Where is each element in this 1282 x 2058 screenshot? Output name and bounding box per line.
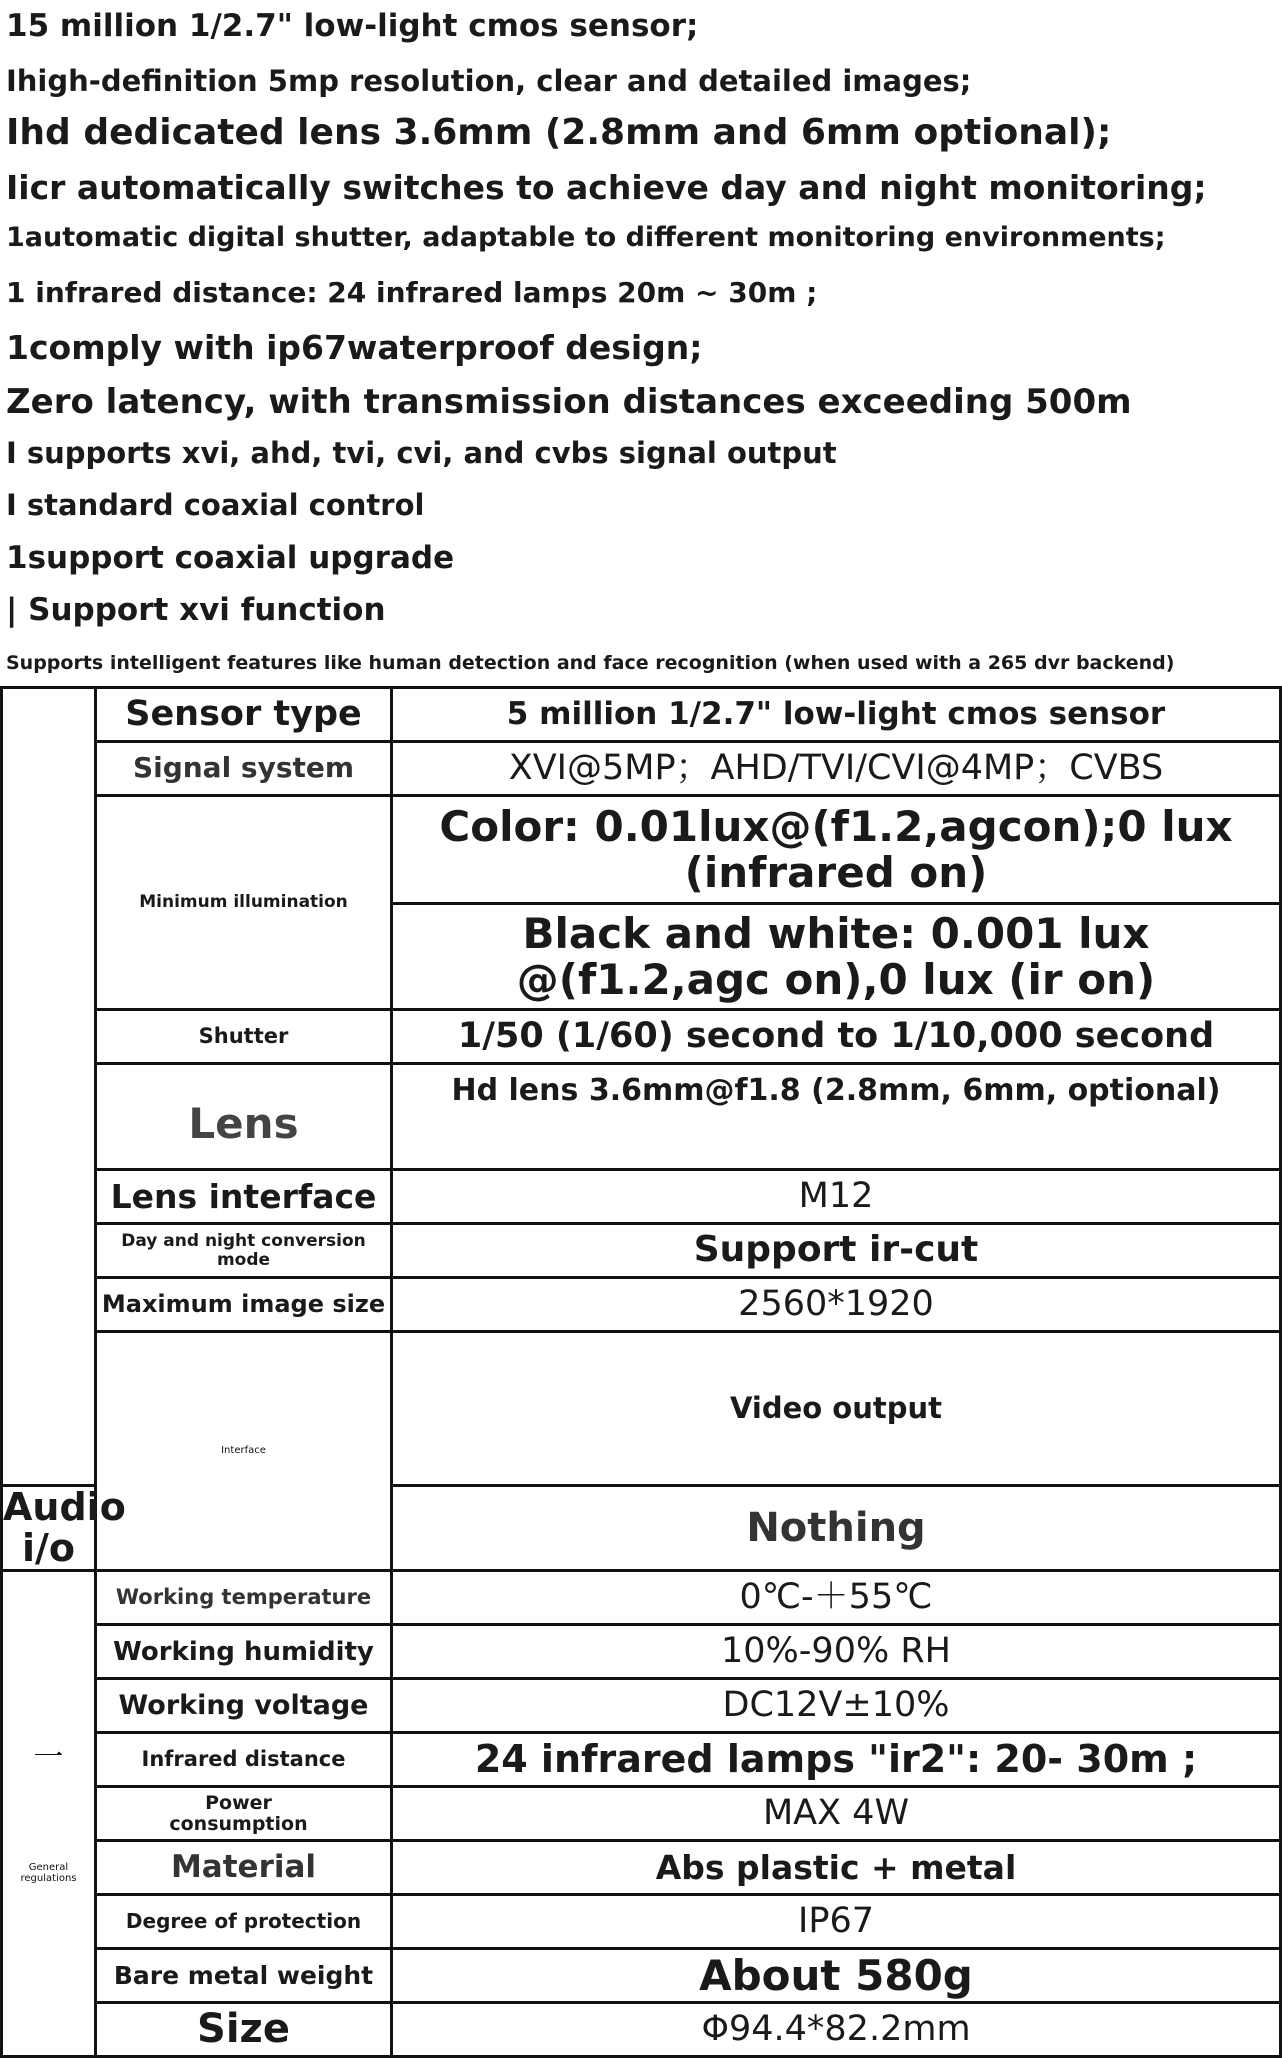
spec-label-lens: Lens [96,1064,392,1170]
spec-table [0,686,1282,2058]
spec-value-working-humidity: 10%-90% RH [392,1625,1281,1679]
table-row [2,1733,1281,1787]
spec-label-shutter: Shutter [96,1010,392,1064]
spec-label-video-output: Video output [392,1332,1281,1486]
spec-value-working-temp: 0℃-＋55℃ [392,1571,1281,1625]
spec-label-material: Material [96,1841,392,1895]
spec-value-sensor-type: 5 million 1/2.7" low-light cmos sensor [392,688,1281,742]
spec-label-size: Size [96,2003,392,2057]
spec-label-protection: Degree of protection [96,1895,392,1949]
spec-label-working-temp: Working temperature [96,1571,392,1625]
spec-value-day-night: Support ir-cut [392,1224,1281,1278]
table-row [2,1679,1281,1733]
feature-line: 1 infrared distance: 24 infrared lamps 20m ~ 30m ; [6,276,818,309]
spec-label-signal-system: Signal system [96,742,392,796]
spec-label-sensor-type: Sensor type [96,688,392,742]
spec-label-infrared-distance: Infrared distance [96,1733,392,1787]
group-cell-blank [2,688,96,1486]
spec-value-working-voltage: DC12V±10% [392,1679,1281,1733]
feature-line: 1comply with ip67waterproof design; [6,328,703,367]
spec-value-infrared-distance: 24 infrared lamps "ir2": 20- 30m ; [392,1733,1281,1787]
table-row [2,1895,1281,1949]
spec-label-working-humidity: Working humidity [96,1625,392,1679]
table-row [2,1625,1281,1679]
feature-line: I standard coaxial control [6,488,425,522]
table-row [2,1571,1281,1625]
spec-value-lens-interface: M12 [392,1170,1281,1224]
table-row [2,1278,1281,1332]
table-row [2,2003,1281,2057]
spec-label-weight: Bare metal weight [96,1949,392,2003]
spec-label-working-voltage: Working voltage [96,1679,392,1733]
table-row [2,688,1281,742]
spec-value-size: Φ94.4*82.2mm [392,2003,1281,2057]
spec-value-weight: About 580g [392,1949,1281,2003]
spec-value-illumination-bw: Black and white: 0.001 lux @(f1.2,agc on),0 lux (ir on) [392,904,1281,1010]
spec-value-lens: Hd lens 3.6mm@f1.8 (2.8mm, 6mm, optional) [392,1064,1281,1170]
table-row [2,1170,1281,1224]
spec-label-day-night: Day and night conversion mode [96,1224,392,1278]
feature-line: Ihigh-definition 5mp resolution, clear and detailed images; [6,64,972,98]
spec-label-power: Power consumption [96,1787,392,1841]
feature-line: I supports xvi, ahd, tvi, cvi, and cvbs signal output [6,436,837,470]
table-row [2,1841,1281,1895]
spec-label-min-illumination: Minimum illumination [96,796,392,1010]
table-row [2,1332,1281,1486]
table-row [2,796,1281,904]
group-cell-interface: Interface [96,1332,392,1571]
feature-line: 1support coaxial upgrade [6,540,455,576]
feature-line: | Support xvi function [6,592,386,628]
spec-value-power: MAX 4W [392,1787,1281,1841]
spec-label-audio: Audio i/o [3,1485,126,1571]
table-row [2,742,1281,796]
spec-value-protection: IP67 [392,1895,1281,1949]
table-row [2,1949,1281,2003]
feature-line: Zero latency, with transmission distances exceeding 500m [6,382,1132,422]
spec-value-max-image: 2560*1920 [392,1278,1281,1332]
spec-value-signal-system: XVI@5MP；AHD/TVI/CVI@4MP；CVBS [392,742,1281,796]
feature-line: Ihd dedicated lens 3.6mm (2.8mm and 6mm optional); [6,112,1112,153]
group-label-general: General regulations [20,1861,77,1884]
spec-value-illumination-color: Color: 0.01lux@(f1.2,agcon);0 lux (infrared on) [392,796,1281,904]
group-cell-general [2,1571,96,2057]
table-row [2,1010,1281,1064]
table-row [2,1064,1281,1170]
spec-label-max-image: Maximum image size [96,1278,392,1332]
feature-line: 1automatic digital shutter, adaptable to different monitoring environments; [6,222,1166,253]
table-row [2,1224,1281,1278]
spec-label-lens-interface: Lens interface [96,1170,392,1224]
spec-value-shutter: 1/50 (1/60) second to 1/10,000 second [392,1010,1281,1064]
spec-value-audio: Nothing [392,1486,1281,1571]
feature-line: Iicr automatically switches to achieve day and night monitoring; [6,168,1207,207]
group-mark: 一 [33,1739,64,1775]
table-row [2,1787,1281,1841]
spec-value-material: Abs plastic + metal [392,1841,1281,1895]
feature-line: 15 million 1/2.7" low-light cmos sensor; [6,8,699,44]
feature-line: Supports intelligent features like human detection and face recognition (when used with a 265 dvr backend) [6,652,1175,674]
